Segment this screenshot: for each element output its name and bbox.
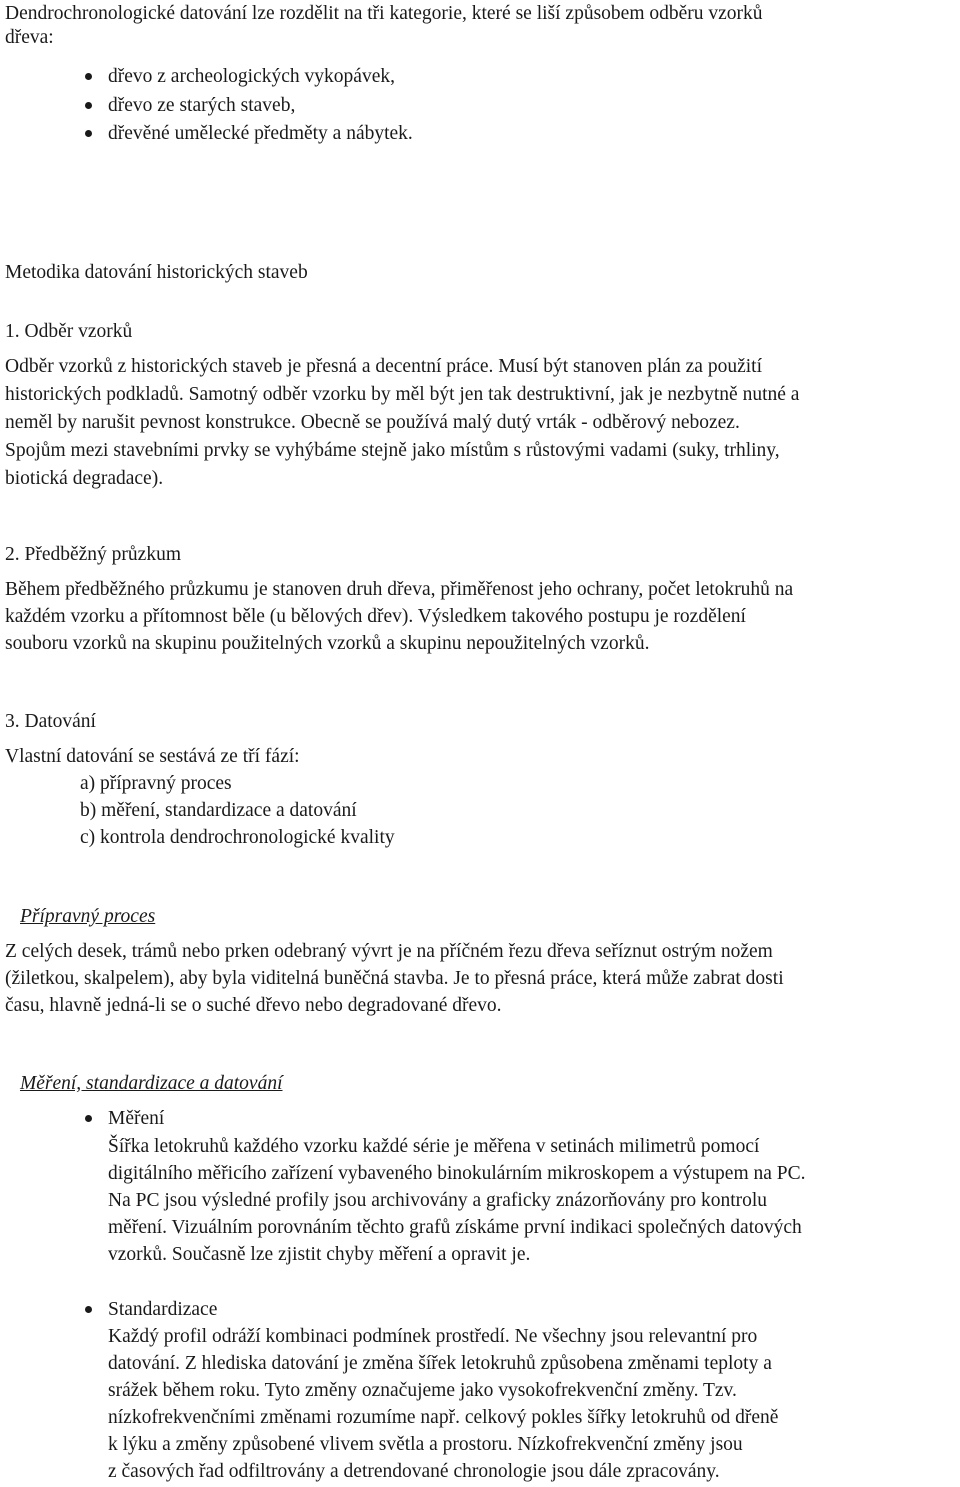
step3-intro: Vlastní datování se sestává ze tří fází: <box>5 746 300 767</box>
intro-item-2: dřevo ze starých staveb, <box>108 95 296 116</box>
intro-item-1: dřevo z archeologických vykopávek, <box>108 66 395 87</box>
step2-line-3: souboru vzorků na skupinu použitelných vzorků a skupinu nepoužitelných vzorků. <box>5 633 650 654</box>
measure-line-2: digitálního měřicího zařízení vybaveného binokulárním mikroskopem a výstupem na PC. <box>108 1163 806 1184</box>
standardize-line-6: z časových řad odfiltrovány a detrendované chronologie jsou dále zpracovány. <box>108 1461 720 1482</box>
prep-line-3: času, hlavně jedná-li se o suché dřevo nebo degradované dřevo. <box>5 995 502 1016</box>
measure-title: Měření, standardizace a datování <box>20 1073 283 1094</box>
bullet-icon <box>85 130 92 137</box>
bullet-icon <box>85 73 92 80</box>
step1-line-1: Odběr vzorků z historických staveb je přesná a decentní práce. Musí být stanoven plán za použití <box>5 356 762 377</box>
step2-line-1: Během předběžného průzkumu je stanoven druh dřeva, přiměřenost jeho ochrany, počet letokruhů na <box>5 579 794 600</box>
phase-b: b) měření, standardizace a datování <box>80 800 357 821</box>
bullet-icon <box>85 1306 92 1313</box>
measure-line-1: Šířka letokruhů každého vzorku každé série je měřena v setinách milimetrů pomocí <box>108 1136 760 1157</box>
prep-title: Přípravný proces <box>20 906 156 927</box>
phase-c: c) kontrola dendrochronologické kvality <box>80 827 395 848</box>
step1-line-4: Spojům mezi stavebními prvky se vyhýbáme stejně jako místům s růstovými vadami (suky, trhliny, <box>5 440 780 461</box>
bullet-icon <box>85 102 92 109</box>
standardize-line-4: nízkofrekvenčními změnami rozumíme např. celkový pokles šířky letokruhů od dřeně <box>108 1407 779 1428</box>
prep-line-1: Z celých desek, trámů nebo prken odebraný vývrt je na příčném řezu dřeva seříznut ostrým nožem <box>5 941 773 962</box>
intro-line-1: Dendrochronologické datování lze rozdělit na tři kategorie, které se liší způsobem odběru vzorků <box>5 3 763 24</box>
step3-heading: 3. Datování <box>5 711 96 732</box>
measure-line-4: měření. Vizuálním porovnáním těchto grafů získáme první indikaci společných datových <box>108 1217 802 1238</box>
phase-a: a) přípravný proces <box>80 773 232 794</box>
step1-line-5: biotická degradace). <box>5 468 164 489</box>
measure-item: Měření <box>108 1108 165 1129</box>
bullet-icon <box>85 1115 92 1122</box>
step1-heading: 1. Odběr vzorků <box>5 321 133 342</box>
standardize-item: Standardizace <box>108 1299 218 1320</box>
step1-line-2: historických podkladů. Samotný odběr vzorku by měl být jen tak destruktivní, jak je nezbytně nutné a <box>5 384 800 405</box>
standardize-line-1: Každý profil odráží kombinaci podmínek prostředí. Ne všechny jsou relevantní pro <box>108 1326 758 1347</box>
standardize-line-2: datování. Z hlediska datování je změna šířek letokruhů způsobena změnami teploty a <box>108 1353 772 1374</box>
step2-heading: 2. Předběžný průzkum <box>5 544 181 565</box>
standardize-line-3: srážek během roku. Tyto změny označujeme jako vysokofrekvenční změny. Tzv. <box>108 1380 737 1401</box>
step1-line-3: neměl by narušit pevnost konstrukce. Obecně se používá malý dutý vrták - odběrový nebozez. <box>5 412 740 433</box>
method-title: Metodika datování historických staveb <box>5 262 308 283</box>
intro-line-2: dřeva: <box>5 27 54 48</box>
prep-line-2: (žiletkou, skalpelem), aby byla viditelná buněčná stavba. Je to přesná práce, která může zabrat dosti <box>5 968 784 989</box>
intro-item-3: dřevěné umělecké předměty a nábytek. <box>108 123 413 144</box>
standardize-line-5: k lýku a změny způsobené vlivem světla a prostoru. Nízkofrekvenční změny jsou <box>108 1434 743 1455</box>
measure-line-5: vzorků. Současně lze zjistit chyby měření a opravit je. <box>108 1244 531 1265</box>
measure-line-3: Na PC jsou výsledné profily jsou archivovány a graficky znázorňovány pro kontrolu <box>108 1190 768 1211</box>
step2-line-2: každém vzorku a přítomnost běle (u bělových dřev). Výsledkem takového postupu je rozdělení <box>5 606 746 627</box>
